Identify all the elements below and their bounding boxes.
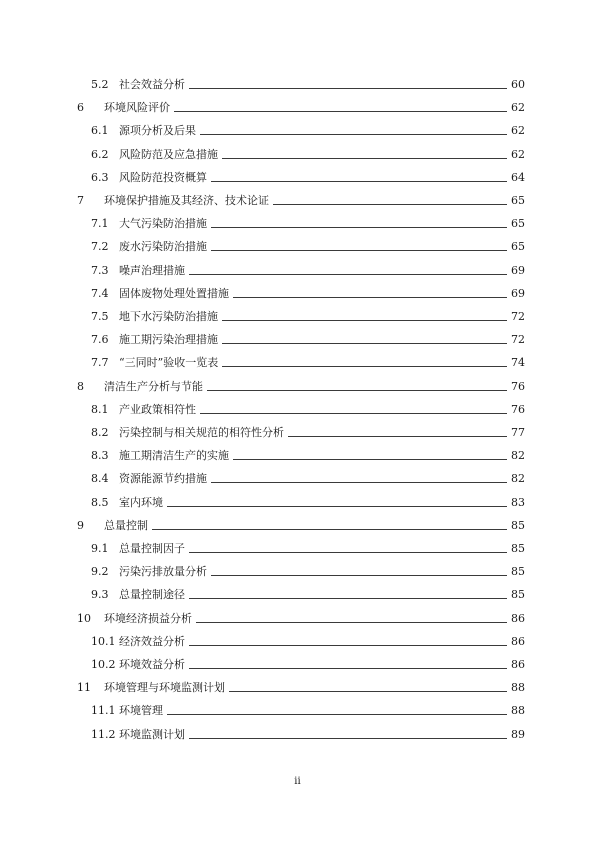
toc-entry-page-number: 85 — [511, 588, 525, 602]
toc-leader-line — [229, 691, 507, 692]
toc-leader-line — [167, 714, 507, 715]
toc-entry-page-number: 69 — [511, 286, 525, 300]
toc-entry[interactable] — [0, 374, 595, 394]
toc-entry-page-number: 85 — [511, 565, 525, 579]
toc-leader-line — [174, 111, 507, 112]
toc-entry-number: 5.2 — [91, 78, 109, 91]
toc-entry-title: 环境管理与环境监测计划 — [104, 681, 228, 695]
toc-entry-title: 社会效益分析 — [119, 78, 188, 92]
toc-entry[interactable] — [0, 490, 595, 510]
toc-entry[interactable] — [0, 350, 595, 370]
toc-entry[interactable] — [0, 281, 595, 301]
toc-entry[interactable] — [0, 559, 595, 579]
toc-entry-title: 施工期污染治理措施 — [119, 333, 221, 347]
toc-leader-line — [189, 88, 507, 89]
toc-entry-title: 产业政策相符性 — [119, 403, 199, 417]
toc-entry-number: 7.3 — [91, 263, 109, 277]
toc-entry[interactable] — [0, 420, 595, 440]
toc-entry-title: 清洁生产分析与节能 — [104, 380, 206, 394]
toc-entry-title: 总量控制因子 — [119, 542, 188, 556]
toc-entry-page-number: 74 — [511, 356, 525, 370]
toc-entry-number: 9.3 — [91, 588, 109, 602]
toc-leader-line — [211, 227, 507, 228]
toc-entry[interactable] — [0, 118, 595, 138]
toc-entry[interactable] — [0, 165, 595, 185]
toc-entry-page-number: 72 — [511, 333, 525, 347]
toc-leader-line — [189, 598, 507, 599]
toc-entry-title: 地下水污染防治措施 — [119, 310, 221, 324]
toc-entry-page-number: 82 — [511, 472, 525, 486]
toc-entry-title: 废水污染防治措施 — [119, 240, 210, 254]
toc-entry[interactable] — [0, 72, 595, 92]
toc-entry-number: 8.1 — [91, 402, 109, 416]
toc-entry[interactable] — [0, 234, 595, 254]
toc-leader-line — [288, 436, 507, 437]
toc-entry-title: 环境经济损益分析 — [104, 612, 195, 626]
toc-entry[interactable] — [0, 188, 595, 208]
toc-entry-page-number: 65 — [511, 217, 525, 231]
toc-entry-page-number: 62 — [511, 147, 525, 161]
toc-entry-page-number: 86 — [511, 634, 525, 648]
toc-leader-line — [233, 297, 507, 298]
toc-leader-line — [222, 343, 507, 344]
toc-entry-title: 源项分析及后果 — [119, 124, 199, 138]
toc-entry[interactable] — [0, 443, 595, 463]
toc-leader-line — [200, 134, 507, 135]
toc-leader-line — [222, 158, 507, 159]
toc-entry-title: 室内环境 — [119, 496, 166, 510]
toc-entry[interactable] — [0, 536, 595, 556]
toc-entry[interactable] — [0, 513, 595, 533]
toc-entry-page-number: 76 — [511, 402, 525, 416]
toc-entry[interactable] — [0, 466, 595, 486]
toc-entry-number: 6.3 — [91, 170, 109, 184]
toc-entry-number: 7.1 — [91, 217, 109, 231]
toc-leader-line — [273, 204, 507, 205]
toc-entry-title: 污染污排放量分析 — [119, 565, 210, 579]
toc-entry-page-number: 89 — [511, 727, 525, 741]
toc-entry-title: 11.1 环境管理 — [91, 704, 166, 718]
toc-entry-number: 10 — [77, 611, 91, 625]
toc-leader-line — [196, 622, 507, 623]
toc-entry-number: 7.4 — [91, 286, 109, 300]
toc-entry[interactable] — [0, 142, 595, 162]
toc-entry-title: 风险防范及应急措施 — [119, 148, 221, 162]
toc-entry[interactable] — [0, 722, 595, 742]
toc-leader-line — [211, 575, 507, 576]
toc-entry-number: 9.1 — [91, 542, 109, 555]
toc-entry-number: 7.7 — [91, 356, 109, 370]
toc-leader-line — [152, 529, 507, 530]
toc-entry-title: 资源能源节约措施 — [119, 472, 210, 486]
toc-leader-line — [222, 366, 507, 367]
toc-entry-page-number: 77 — [511, 426, 525, 439]
toc-entry-page-number: 85 — [511, 542, 525, 555]
toc-entry[interactable] — [0, 582, 595, 602]
toc-entry-number: 7 — [77, 194, 84, 207]
page-number-footer: ii — [294, 776, 301, 787]
toc-entry-number: 7.2 — [91, 240, 109, 254]
toc-leader-line — [189, 552, 507, 553]
toc-leader-line — [211, 181, 507, 182]
toc-entry-title: 污染控制与相关规范的相符性分析 — [119, 426, 287, 440]
toc-entry-title: 环境保护措施及其经济、技术论证 — [104, 194, 272, 208]
toc-entry-title: 10.1 经济效益分析 — [91, 635, 188, 649]
toc-entry-number: 6.1 — [91, 124, 109, 138]
toc-entry-page-number: 64 — [511, 170, 525, 184]
toc-entry-number: 9 — [77, 518, 84, 532]
toc-entry-title: 大气污染防治措施 — [119, 217, 210, 231]
toc-entry[interactable] — [0, 327, 595, 347]
toc-entry-number: 6 — [77, 101, 84, 115]
toc-entry-page-number: 88 — [511, 704, 525, 718]
toc-entry-number: 8.4 — [91, 472, 109, 486]
toc-leader-line — [189, 738, 507, 739]
toc-entry-page-number: 76 — [511, 379, 525, 393]
toc-entry-page-number: 72 — [511, 310, 525, 323]
toc-entry[interactable] — [0, 675, 595, 695]
toc-entry-number: 7.5 — [91, 310, 109, 323]
toc-entry-page-number: 86 — [511, 611, 525, 625]
toc-leader-line — [207, 390, 507, 391]
toc-entry[interactable] — [0, 397, 595, 417]
toc-leader-line — [189, 645, 507, 646]
toc-leader-line — [189, 668, 507, 669]
toc-entry-number: 8 — [77, 379, 84, 393]
toc-entry-title: 10.2 环境效益分析 — [91, 658, 188, 672]
toc-leader-line — [211, 250, 507, 251]
toc-entry-page-number: 85 — [511, 518, 525, 532]
toc-leader-line — [200, 413, 507, 414]
toc-entry-page-number: 86 — [511, 658, 525, 671]
toc-entry-number: 7.6 — [91, 333, 109, 347]
toc-entry-title: 固体废物处理处置措施 — [119, 287, 232, 301]
toc-entry[interactable] — [0, 258, 595, 278]
toc-entry-number: 8.2 — [91, 426, 109, 439]
toc-entry[interactable] — [0, 606, 595, 626]
toc-entry-title: 施工期清洁生产的实施 — [119, 449, 232, 463]
toc-entry-title: 噪声治理措施 — [119, 264, 188, 278]
toc-entry-page-number: 62 — [511, 124, 525, 138]
toc-entry[interactable] — [0, 629, 595, 649]
toc-entry-page-number: 88 — [511, 681, 525, 695]
toc-entry[interactable] — [0, 304, 595, 324]
toc-entry-title: 总量控制途径 — [119, 588, 188, 602]
toc-entry[interactable] — [0, 211, 595, 231]
toc-entry-page-number: 65 — [511, 240, 525, 254]
toc-entry-page-number: 69 — [511, 263, 525, 277]
toc-entry-page-number: 60 — [511, 78, 525, 91]
toc-leader-line — [167, 506, 507, 507]
toc-leader-line — [233, 459, 507, 460]
toc-entry-number: 8.5 — [91, 495, 109, 509]
toc-entry-number: 6.2 — [91, 147, 109, 161]
toc-entry-title: 风险防范投资概算 — [119, 171, 210, 185]
toc-entry-title: 总量控制 — [104, 519, 151, 533]
toc-leader-line — [222, 320, 507, 321]
toc-entry-number: 9.2 — [91, 565, 109, 579]
toc-entry-title: 环境风险评价 — [104, 101, 173, 115]
toc-entry-title: 11.2 环境监测计划 — [91, 728, 188, 742]
toc-entry-page-number: 62 — [511, 101, 525, 115]
toc-entry-page-number: 83 — [511, 495, 525, 509]
toc-leader-line — [211, 482, 507, 483]
toc-entry-page-number: 82 — [511, 449, 525, 463]
toc-entry[interactable] — [0, 652, 595, 672]
toc-entry-title: “三同时”验收一览表 — [119, 356, 221, 370]
toc-leader-line — [189, 274, 507, 275]
toc-entry[interactable] — [0, 95, 595, 115]
toc-entry-number: 8.3 — [91, 449, 109, 463]
toc-entry-page-number: 65 — [511, 194, 525, 207]
toc-entry-number: 11 — [77, 681, 91, 695]
toc-entry[interactable] — [0, 698, 595, 718]
